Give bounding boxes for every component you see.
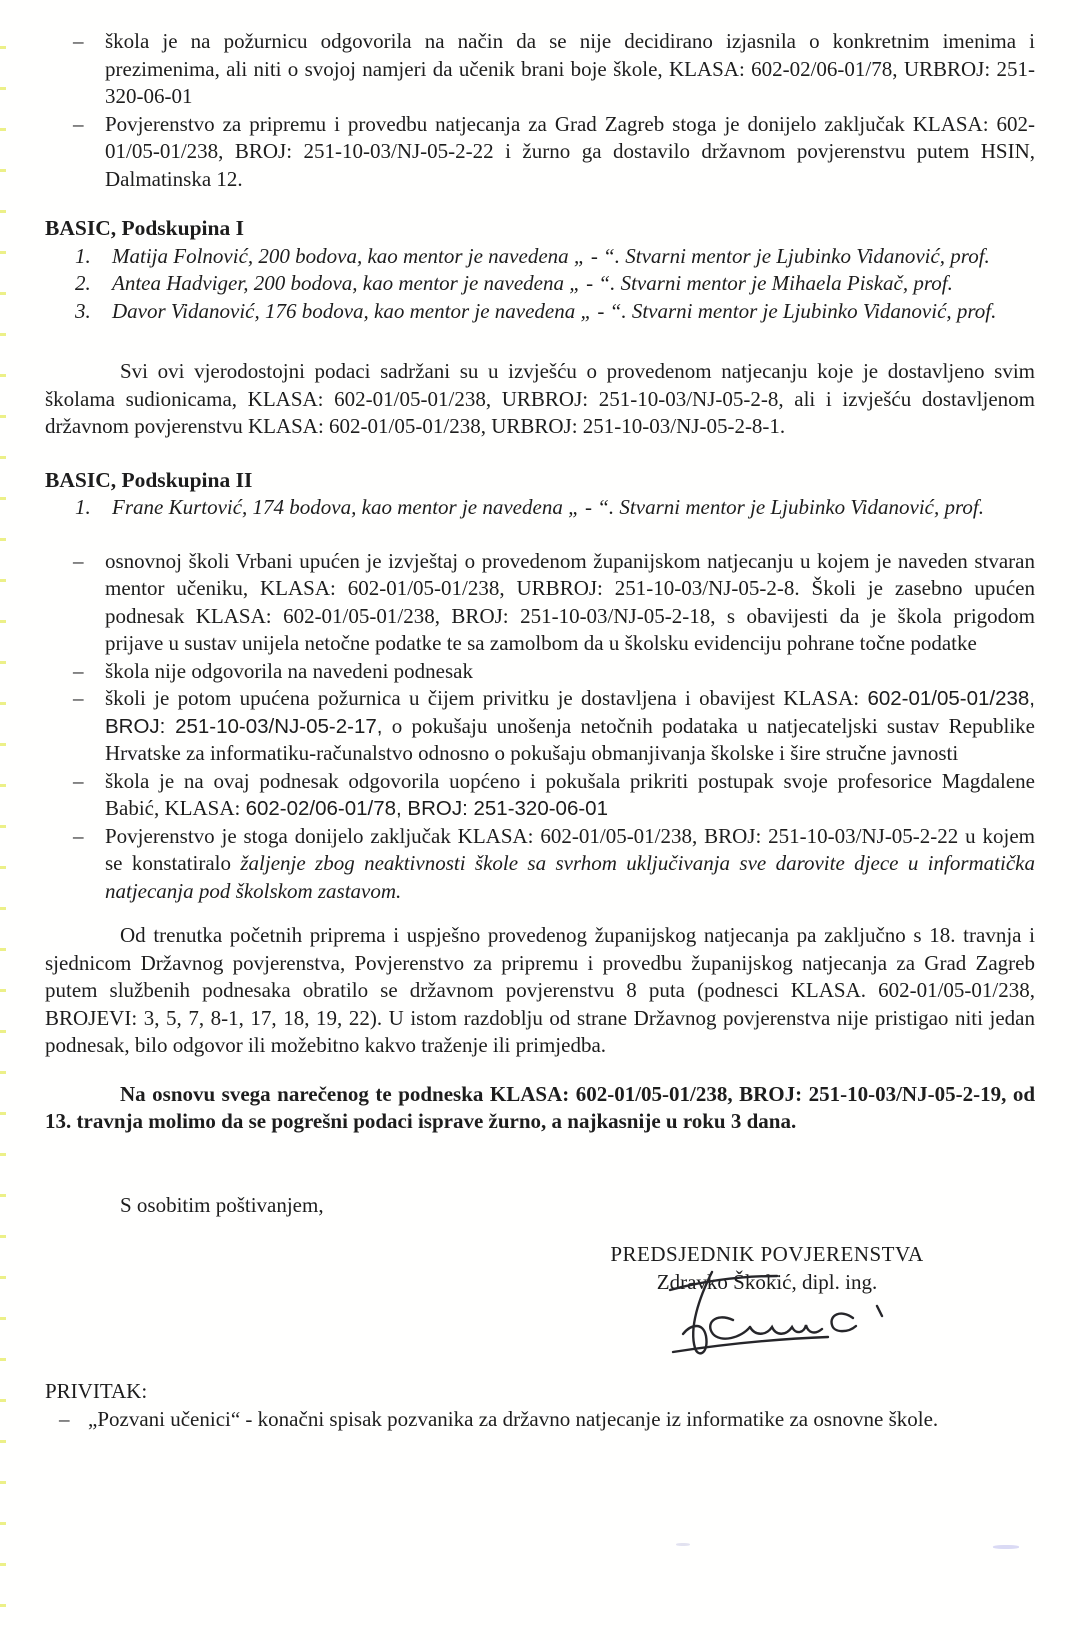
bullet-text-reference-number: 602-02/06-01/78, BROJ: 251-320-06-01 — [245, 797, 608, 820]
paragraph-report-data: Svi ovi vjerodostojni podaci sadržani su u izvješću o provedenom natjecanju koje je dostavljeno svim školama sudionicama, KLASA: 602-01/05-01/238, URBROJ: 251-10-03/NJ-05-2-8, ali i izvješću dostavljenom državnom povjerenstvu KLASA: 602-01/05-01/238, URBROJ: 251-10-03/NJ-05-2-8-1. — [45, 359, 1035, 438]
bullet-text: škola nije odgovorila na navedeni podnesak — [105, 658, 473, 683]
bullet-item-vrbani-report — [45, 548, 1035, 658]
list-item-competitor — [45, 270, 1035, 298]
item-number: 3. — [75, 298, 91, 323]
dash-bullet: – — [59, 1406, 70, 1431]
scan-smudge — [676, 1543, 690, 1546]
paragraph-submissions-summary: Od trenutka početnih priprema i uspješno provedenog županijskog natjecanja pa zaključno s 18. travnja i sjednicom Državnog povjerenstva, Povjerenstvo za pripremu i provedbu županijskog natjecanja za Grad Zagreb putem službenih podnesaka obratilo se državnom povjerenstvu 8 puta (podnesci KLASA. 602-01/05-01/238, BROJEVI: 3, 5, 7, 8-1, 17, 18, 19, 22). U istom razdoblju od strane Državnog povjerenstva nije pristigao niti jedan podnesak, bilo odgovor ili možebitno kakvo traženje ili primjedba. — [45, 923, 1035, 1057]
bullet-text-reference-number: 602-01/05-01/238, BROJ: 251-10-03/NJ-05-2-17, — [105, 687, 1035, 738]
bullet-text-quoted-conclusion: žaljenje zbog neaktivnosti škole sa svrhom uključivanja sve darovite djece u informatička natjecanja pod školskom zastavom. — [105, 851, 1035, 903]
attachment-item — [45, 1406, 1035, 1434]
bullet-text: škola je na ovaj podnesak odgovorila uopćeno i pokušala prikriti postupak svoje profesorice Magdalene Babić, KLASA: — [105, 768, 1035, 820]
item-number: 2. — [75, 271, 91, 295]
attachment-text: „Pozvani učenici“ - konačni spisak pozvanika za državno natjecanje iz informatike za osnovne škole. — [88, 1406, 939, 1431]
bullet-item-school-reply — [45, 28, 1035, 111]
bullet-item-committee-conclusion — [45, 111, 1035, 194]
bullet-text: o pokušaju unošenja netočnih podataka u natjecateljski sustav Republike Hrvatske za informatiku-računalstvo odnosno o pokušaju obmanjivanja školske i šire stručne javnosti — [105, 713, 1035, 765]
bullet-item-reminder-sent — [45, 685, 1035, 768]
attachment-section — [45, 1378, 1035, 1433]
closing-salutation: S osobitim poštivanjem, — [120, 1192, 324, 1217]
list-item-competitor — [45, 298, 1035, 326]
attachment-label: PRIVITAK: — [45, 1379, 148, 1403]
bullet-group-vrbani — [45, 548, 1035, 906]
signatory-title: PREDSJEDNIK POVJERENSTVA — [610, 1242, 924, 1266]
bullet-text: Povjerenstvo za pripremu i provedbu natjecanja za Grad Zagreb stoga je donijelo zaključak KLASA: 602-01/05-01/238, BROJ: 251-10-03/NJ-05-2-22 i žurno ga dostavilo državnom povjerenstvu putem HSIN, Dalmatinska 12. — [105, 111, 1035, 191]
list-item-competitor — [45, 494, 1035, 522]
signatory-name: Zdravko Škokić, dipl. ing. — [656, 1269, 878, 1294]
item-text: Matija Folnović, 200 bodova, kao mentor je navedena „ - “. Stvarni mentor je Ljubinko Vidanović, prof. — [112, 243, 990, 268]
bullet-text: osnovnoj školi Vrbani upućen je izvještaj o provedenom županijskom natjecanju u kojem je naveden stvaran mentor učeniku, KLASA: 602-01/05-01/238, URBROJ: 251-10-03/NJ-05-2-8. Školi je zasebno upućen podnesak KLASA: 602-01/05-01/238, BROJ: 251-10-03/NJ-05-2-18, s obavijesti da je škola prigodom prijave u sustav unijela netočne podatke te sa zamolbom da u školsku evidenciju pohrane točne podatke — [105, 548, 1035, 655]
dash-bullet: – — [73, 548, 84, 573]
section-heading-basic-subgroup-1: BASIC, Podskupina I — [45, 216, 244, 240]
list-item-competitor — [45, 243, 1035, 271]
dash-bullet: – — [73, 686, 84, 710]
paragraph-correction-request: Na osnovu svega narečenog te podneska KLASA: 602-01/05-01/238, BROJ: 251-10-03/NJ-05-2-19, od 13. travnja molimo da se pogrešni podaci isprave žurno, a najkasnije u roku 3 dana. — [45, 1081, 1035, 1133]
signature-block — [557, 1241, 977, 1376]
dash-bullet: – — [73, 768, 84, 793]
dash-bullet: – — [73, 111, 84, 136]
dash-bullet: – — [73, 658, 84, 683]
item-number: 1. — [75, 243, 91, 268]
item-number: 1. — [75, 495, 91, 519]
bullet-text: Povjerenstvo je stoga donijelo zaključak KLASA: 602-01/05-01/238, BROJ: 251-10-03/NJ-05-2-22 u kojem se konstatiralo — [105, 823, 1035, 875]
bullet-item-conclusion-regret — [45, 823, 1035, 906]
bullet-text: školi je potom upućena požurnica u čijem privitku je dostavljena i obavijest KLASA: — [105, 686, 868, 710]
item-text: Frane Kurtović, 174 bodova, kao mentor je navedena „ - “. Stvarni mentor je Ljubinko Vidanović, prof. — [112, 495, 984, 519]
dash-bullet: – — [73, 823, 84, 848]
bullet-text: škola je na požurnicu odgovorila na način da se nije decidirano izjasnila o konkretnim imenima i prezimenima, ali niti o svojoj namjeri da učenik brani boje škole, KLASA: 602-02/06-01/78, URBROJ: 251-320-06-01 — [105, 29, 1035, 108]
item-text: Antea Hadviger, 200 bodova, kao mentor je navedena „ - “. Stvarni mentor je Mihaela Piskač, prof. — [112, 271, 953, 295]
scan-edge-artifacts — [0, 46, 6, 1626]
section-heading-basic-subgroup-2: BASIC, Podskupina II — [45, 467, 253, 492]
dash-bullet: – — [73, 29, 84, 53]
item-text: Davor Vidanović, 176 bodova, kao mentor je navedena „ - “. Stvarni mentor je Ljubinko Vidanović, prof. — [112, 298, 997, 323]
bullet-item-no-reply — [45, 658, 1035, 686]
bullet-item-school-generic-reply — [45, 768, 1035, 823]
scan-smudge — [993, 1545, 1019, 1549]
